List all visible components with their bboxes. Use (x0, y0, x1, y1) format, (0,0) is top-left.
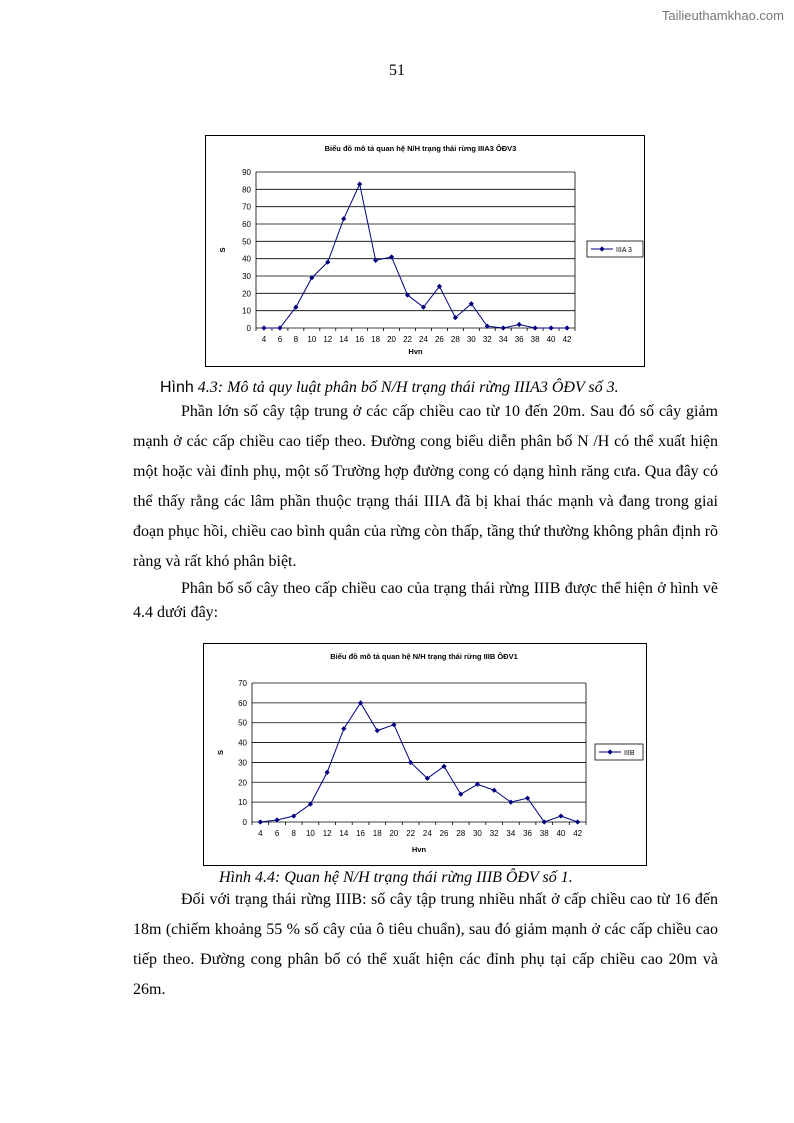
data-point (261, 325, 266, 330)
y-tick-label: 60 (238, 698, 247, 708)
chart-title: Biểu đồ mô tả quan hệ N/H trạng thái rừng IIIA3 ÔĐV3 (324, 144, 517, 153)
x-tick-label: 40 (556, 829, 566, 838)
x-tick-label: 32 (489, 829, 499, 838)
x-tick-label: 20 (387, 335, 397, 344)
x-tick-label: 8 (291, 829, 296, 838)
y-tick-label: 90 (242, 168, 251, 177)
paragraph-iiib-analysis: Đối với trạng thái rừng IIIB: số cây tập trung nhiều nhất ở cấp chiều cao từ 16 đến 18m (chiếm khoảng 55 % số cây của ô tiêu chuẩn), sau đó giảm mạnh ở các cấp chiều cao tiếp theo. Đường cong phân bố có thể xuất hiện các đỉnh phụ tại cấp chiều cao 20m và 26m. (133, 891, 718, 998)
data-point (375, 728, 380, 733)
x-tick-label: 18 (372, 829, 382, 838)
x-tick-label: 10 (305, 829, 315, 838)
x-tick-label: 12 (322, 829, 332, 838)
x-tick-label: 42 (562, 335, 572, 344)
chart-title: Biểu đồ mô tả quan hệ N/H trạng thái rừng IIIB ÔĐV1 (330, 652, 518, 661)
figure-caption-4-3-lead: Hình (160, 379, 194, 396)
figure-caption-4-3 (160, 379, 619, 397)
chart-iiia3-svg (206, 136, 644, 366)
x-tick-label: 34 (506, 829, 516, 838)
x-tick-label: 12 (323, 335, 333, 344)
data-point (575, 819, 580, 824)
legend-label: IIIB (624, 750, 635, 757)
x-tick-label: 20 (389, 829, 399, 838)
x-tick-label: 30 (472, 829, 482, 838)
data-point (533, 325, 538, 330)
figure-caption-4-4: Hình 4.4: Quan hệ N/H trạng thái rừng IIIB ÔĐV số 1. (219, 869, 573, 886)
series-line (264, 184, 567, 328)
x-tick-label: 34 (498, 335, 508, 344)
x-tick-label: 28 (450, 335, 460, 344)
x-tick-label: 6 (277, 335, 283, 344)
data-point (558, 813, 563, 818)
x-axis-label: Hvn (411, 845, 427, 854)
x-tick-label: 16 (355, 335, 365, 344)
data-point (564, 325, 569, 330)
data-point (358, 700, 363, 705)
paragraph-iiia-analysis: Phần lớn số cây tập trung ở các cấp chiều cao từ 10 đến 20m. Sau đó số cây giảm mạnh ở các cấp chiều cao tiếp theo. Đường cong biểu diễn phân bố N /H có thể xuất hiện một hoặc vài đỉnh phụ, một số Trường hợp đường cong có dạng hình răng cưa. Qua đây có thể thấy rằng các lâm phần thuộc trạng thái IIIA đã bị khai thác mạnh và đang trong giai đoạn phục hồi, chiều cao bình quân của rừng còn thấp, tầng thứ thường không phân định rõ ràng và rất khó phân biệt. (133, 403, 719, 570)
x-tick-label: 22 (406, 829, 416, 838)
x-tick-label: 32 (482, 335, 492, 344)
x-tick-label: 8 (293, 335, 299, 344)
y-tick-label: 50 (238, 718, 247, 728)
y-tick-label: 70 (238, 679, 247, 688)
x-tick-label: 26 (439, 829, 449, 838)
y-tick-label: 0 (242, 818, 247, 827)
x-tick-label: 38 (539, 829, 549, 838)
y-tick-label: 10 (238, 798, 247, 808)
x-tick-label: 36 (514, 335, 524, 344)
y-tick-label: 20 (242, 289, 251, 299)
x-tick-label: 40 (546, 335, 556, 344)
data-point (325, 770, 330, 775)
figure-caption-4-3-text: 4.3: Mô tả quy luật phân bố N/H trạng thái rừng IIIA3 ÔĐV số 3. (193, 379, 619, 396)
x-tick-label: 14 (339, 335, 349, 344)
y-tick-label: 40 (242, 254, 251, 264)
data-point (341, 216, 346, 221)
x-tick-label: 16 (356, 829, 366, 838)
x-tick-label: 24 (419, 335, 428, 344)
x-tick-label: 38 (530, 335, 540, 344)
x-axis-label: Hvn (408, 347, 423, 356)
x-tick-label: 26 (434, 335, 444, 344)
data-point (501, 325, 506, 330)
y-tick-label: 30 (242, 272, 251, 281)
paragraph-iiib-intro: Phân bố số cây theo cấp chiều cao của trạng thái rừng IIIB được thể hiện ở hình vẽ 4.4 dưới đây: (133, 580, 718, 621)
data-point (258, 819, 263, 824)
x-tick-label: 10 (307, 335, 317, 344)
x-tick-label: 22 (403, 335, 412, 344)
y-tick-label: 30 (238, 758, 247, 768)
watermark: Tailieuthamkhao.com (661, 8, 784, 23)
x-tick-label: 14 (339, 829, 349, 838)
chart-iiia3 (205, 135, 645, 367)
data-point (341, 726, 346, 731)
x-tick-label: 36 (523, 829, 533, 838)
page-number: 51 (389, 62, 405, 79)
data-point (517, 322, 522, 327)
x-tick-label: 24 (422, 829, 432, 838)
y-tick-label: 60 (242, 220, 251, 229)
data-point (548, 325, 553, 330)
y-axis-label: S (218, 247, 227, 253)
y-axis-label: S (216, 749, 225, 756)
chart-iiib (203, 643, 647, 866)
y-tick-label: 40 (238, 738, 247, 748)
x-tick-label: 4 (261, 335, 267, 344)
y-tick-label: 80 (242, 185, 251, 195)
y-tick-label: 0 (246, 324, 251, 333)
data-point (458, 792, 463, 797)
y-tick-label: 50 (242, 237, 251, 247)
x-tick-label: 30 (466, 335, 476, 344)
legend-label: IIIA 3 (616, 247, 632, 254)
y-tick-label: 10 (242, 306, 251, 316)
x-tick-label: 4 (258, 829, 263, 838)
x-tick-label: 6 (274, 829, 280, 838)
y-tick-label: 20 (238, 778, 247, 788)
y-tick-label: 70 (242, 202, 251, 212)
data-point (357, 182, 362, 187)
x-tick-label: 18 (371, 335, 381, 344)
chart-iiib-svg (204, 644, 646, 865)
x-tick-label: 42 (573, 829, 583, 838)
x-tick-label: 28 (456, 829, 466, 838)
